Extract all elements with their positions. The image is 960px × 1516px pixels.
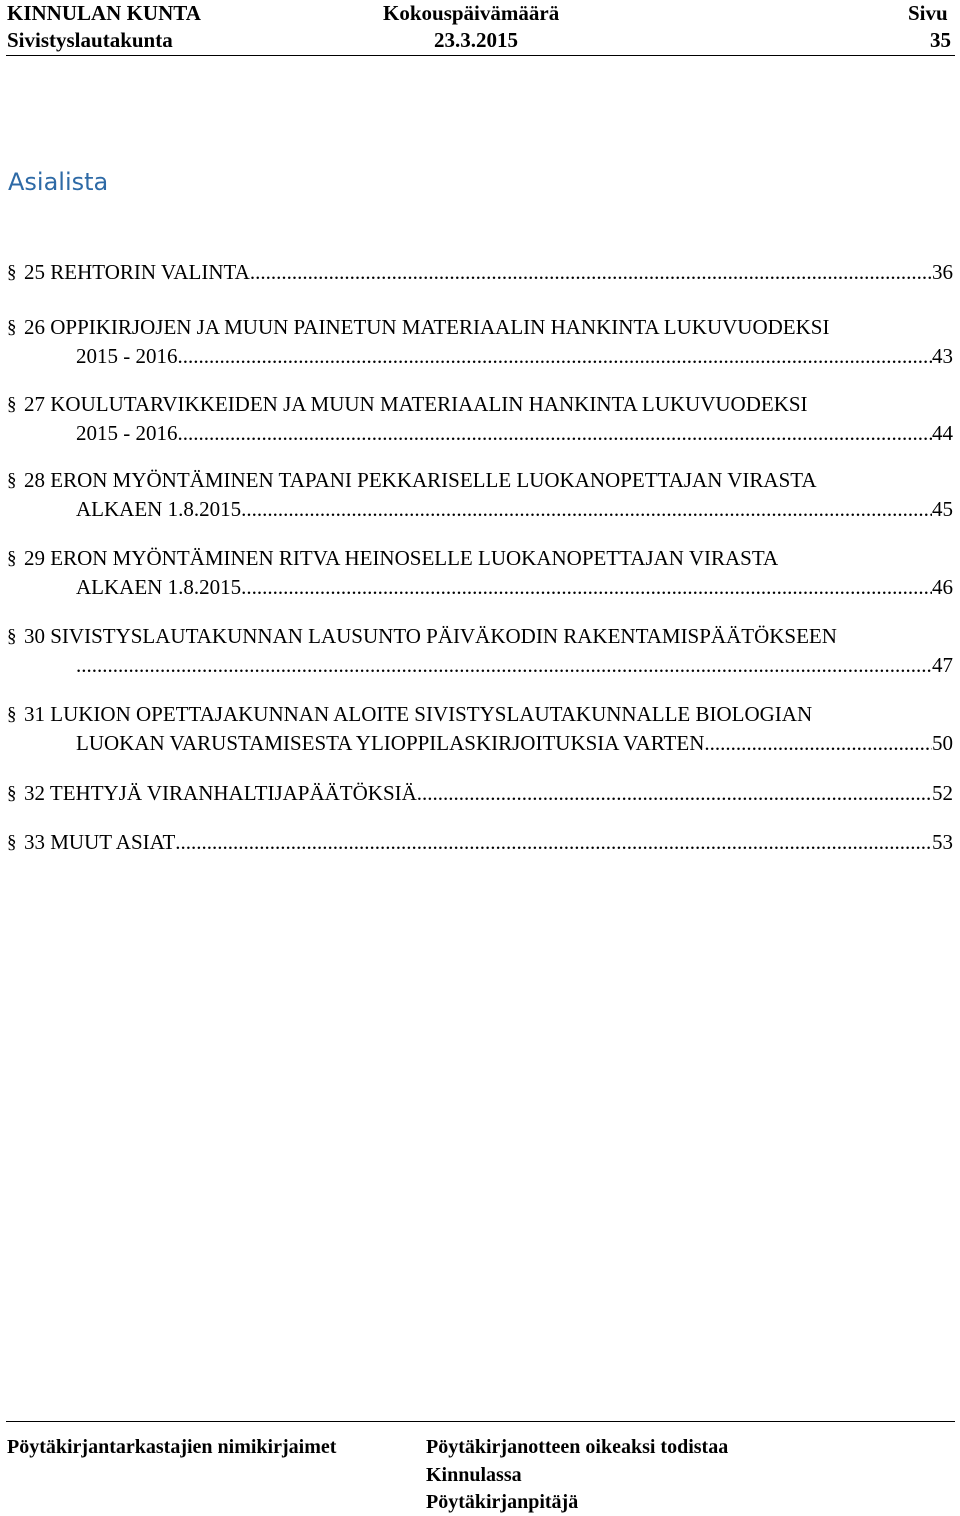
page-label: Sivu — [908, 1, 948, 25]
toc-entry-line — [24, 466, 953, 495]
toc-page-number: 44 — [932, 421, 953, 445]
section-sign-icon: § — [7, 783, 17, 804]
toc-entry-text: 28 ERON MYÖNTÄMINEN TAPANI PEKKARISELLE LUOKANOPETTAJAN VIRASTA — [24, 468, 817, 492]
toc-dot-leader — [246, 573, 932, 602]
toc-entry-text: 31 LUKION OPETTAJAKUNNAN ALOITE SIVISTYSLAUTAKUNNALLE BIOLOGIAN — [24, 702, 813, 726]
toc-entry-text: 32 TEHTYJÄ VIRANHALTIJAPÄÄTÖKSIÄ — [24, 781, 417, 805]
toc-dot-leader — [250, 258, 932, 287]
toc-page-number: 47 — [932, 653, 953, 677]
toc-page-number: 46 — [932, 575, 953, 599]
toc-entry-line — [24, 313, 953, 342]
toc-entry-last-line — [24, 828, 953, 857]
toc-page-number: 43 — [932, 344, 953, 368]
meeting-date-label: Kokouspäivämäärä — [383, 1, 560, 25]
section-sign-icon: § — [7, 470, 17, 491]
organization-name: KINNULAN KUNTA — [7, 1, 201, 25]
section-sign-icon: § — [7, 832, 17, 853]
toc-page-number: 53 — [932, 830, 953, 854]
toc-dot-leader — [183, 419, 932, 448]
toc-entry-text: 29 ERON MYÖNTÄMINEN RITVA HEINOSELLE LUOKANOPETTAJAN VIRASTA — [24, 546, 779, 570]
toc-dot-leader — [183, 342, 932, 371]
toc-entry-last-line — [76, 495, 953, 524]
toc-entry-text: 27 KOULUTARVIKKEIDEN JA MUUN MATERIAALIN HANKINTA LUKUVUODEKSI — [24, 392, 808, 416]
toc-entry-text: 25 REHTORIN VALINTA — [24, 260, 250, 284]
toc-entry-text: ALKAEN 1.8.2015. — [76, 575, 247, 599]
meeting-date: 23.3.2015 — [434, 28, 518, 52]
section-sign-icon: § — [7, 394, 17, 415]
toc-page-number: 36 — [932, 260, 953, 284]
toc-entry-text: 26 OPPIKIRJOJEN JA MUUN PAINETUN MATERIAALIN HANKINTA LUKUVUODEKSI — [24, 315, 830, 339]
page-number: 35 — [930, 28, 951, 52]
toc-entry-last-line — [76, 342, 953, 371]
toc-entry-last-line — [76, 729, 953, 758]
section-sign-icon: § — [7, 548, 17, 569]
toc-entry-last-line — [76, 419, 953, 448]
toc-dot-leader — [417, 779, 932, 808]
footer-secretary-label: Pöytäkirjanpitäjä — [426, 1491, 579, 1513]
section-sign-icon: § — [7, 317, 17, 338]
toc-page-number: 50 — [932, 731, 953, 755]
toc-entry-line — [24, 544, 953, 573]
toc-entry-last-line — [76, 651, 953, 680]
toc-dot-leader — [76, 651, 932, 680]
section-sign-icon: § — [7, 704, 17, 725]
toc-entry-line — [24, 700, 953, 729]
toc-entry-line — [24, 390, 953, 419]
toc-entry-last-line — [76, 573, 953, 602]
toc-entry-text: 2015 - 2016. — [76, 344, 183, 368]
toc-dot-leader — [704, 729, 932, 758]
toc-entry-text: ALKAEN 1.8.2015. — [76, 497, 247, 521]
section-sign-icon: § — [7, 626, 17, 647]
footer-divider — [6, 1421, 955, 1422]
toc-entry-text: 2015 - 2016. — [76, 421, 183, 445]
section-title: Asialista — [8, 168, 109, 196]
toc-entry-text: LUOKAN VARUSTAMISESTA YLIOPPILASKIRJOITUKSIA VARTEN — [76, 731, 705, 755]
footer-initials-label: Pöytäkirjantarkastajien nimikirjaimet — [7, 1436, 337, 1458]
toc-entry-text: 30 SIVISTYSLAUTAKUNNAN LAUSUNTO PÄIVÄKODIN RAKENTAMISPÄÄTÖKSEEN — [24, 624, 837, 648]
toc-page-number: 45 — [932, 497, 953, 521]
toc-entry-last-line — [24, 779, 953, 808]
toc-page-number: 52 — [932, 781, 953, 805]
header-divider — [6, 55, 955, 56]
toc-entry-last-line — [24, 258, 953, 287]
toc-dot-leader — [175, 828, 932, 857]
footer-certification-label: Pöytäkirjanotteen oikeaksi todistaa — [426, 1436, 729, 1458]
committee-name: Sivistyslautakunta — [7, 28, 173, 52]
section-sign-icon: § — [7, 262, 17, 283]
footer-place: Kinnulassa — [426, 1464, 522, 1486]
toc-entry-line — [24, 622, 953, 651]
toc-entry-text: 33 MUUT ASIAT — [24, 830, 176, 854]
toc-dot-leader — [246, 495, 932, 524]
